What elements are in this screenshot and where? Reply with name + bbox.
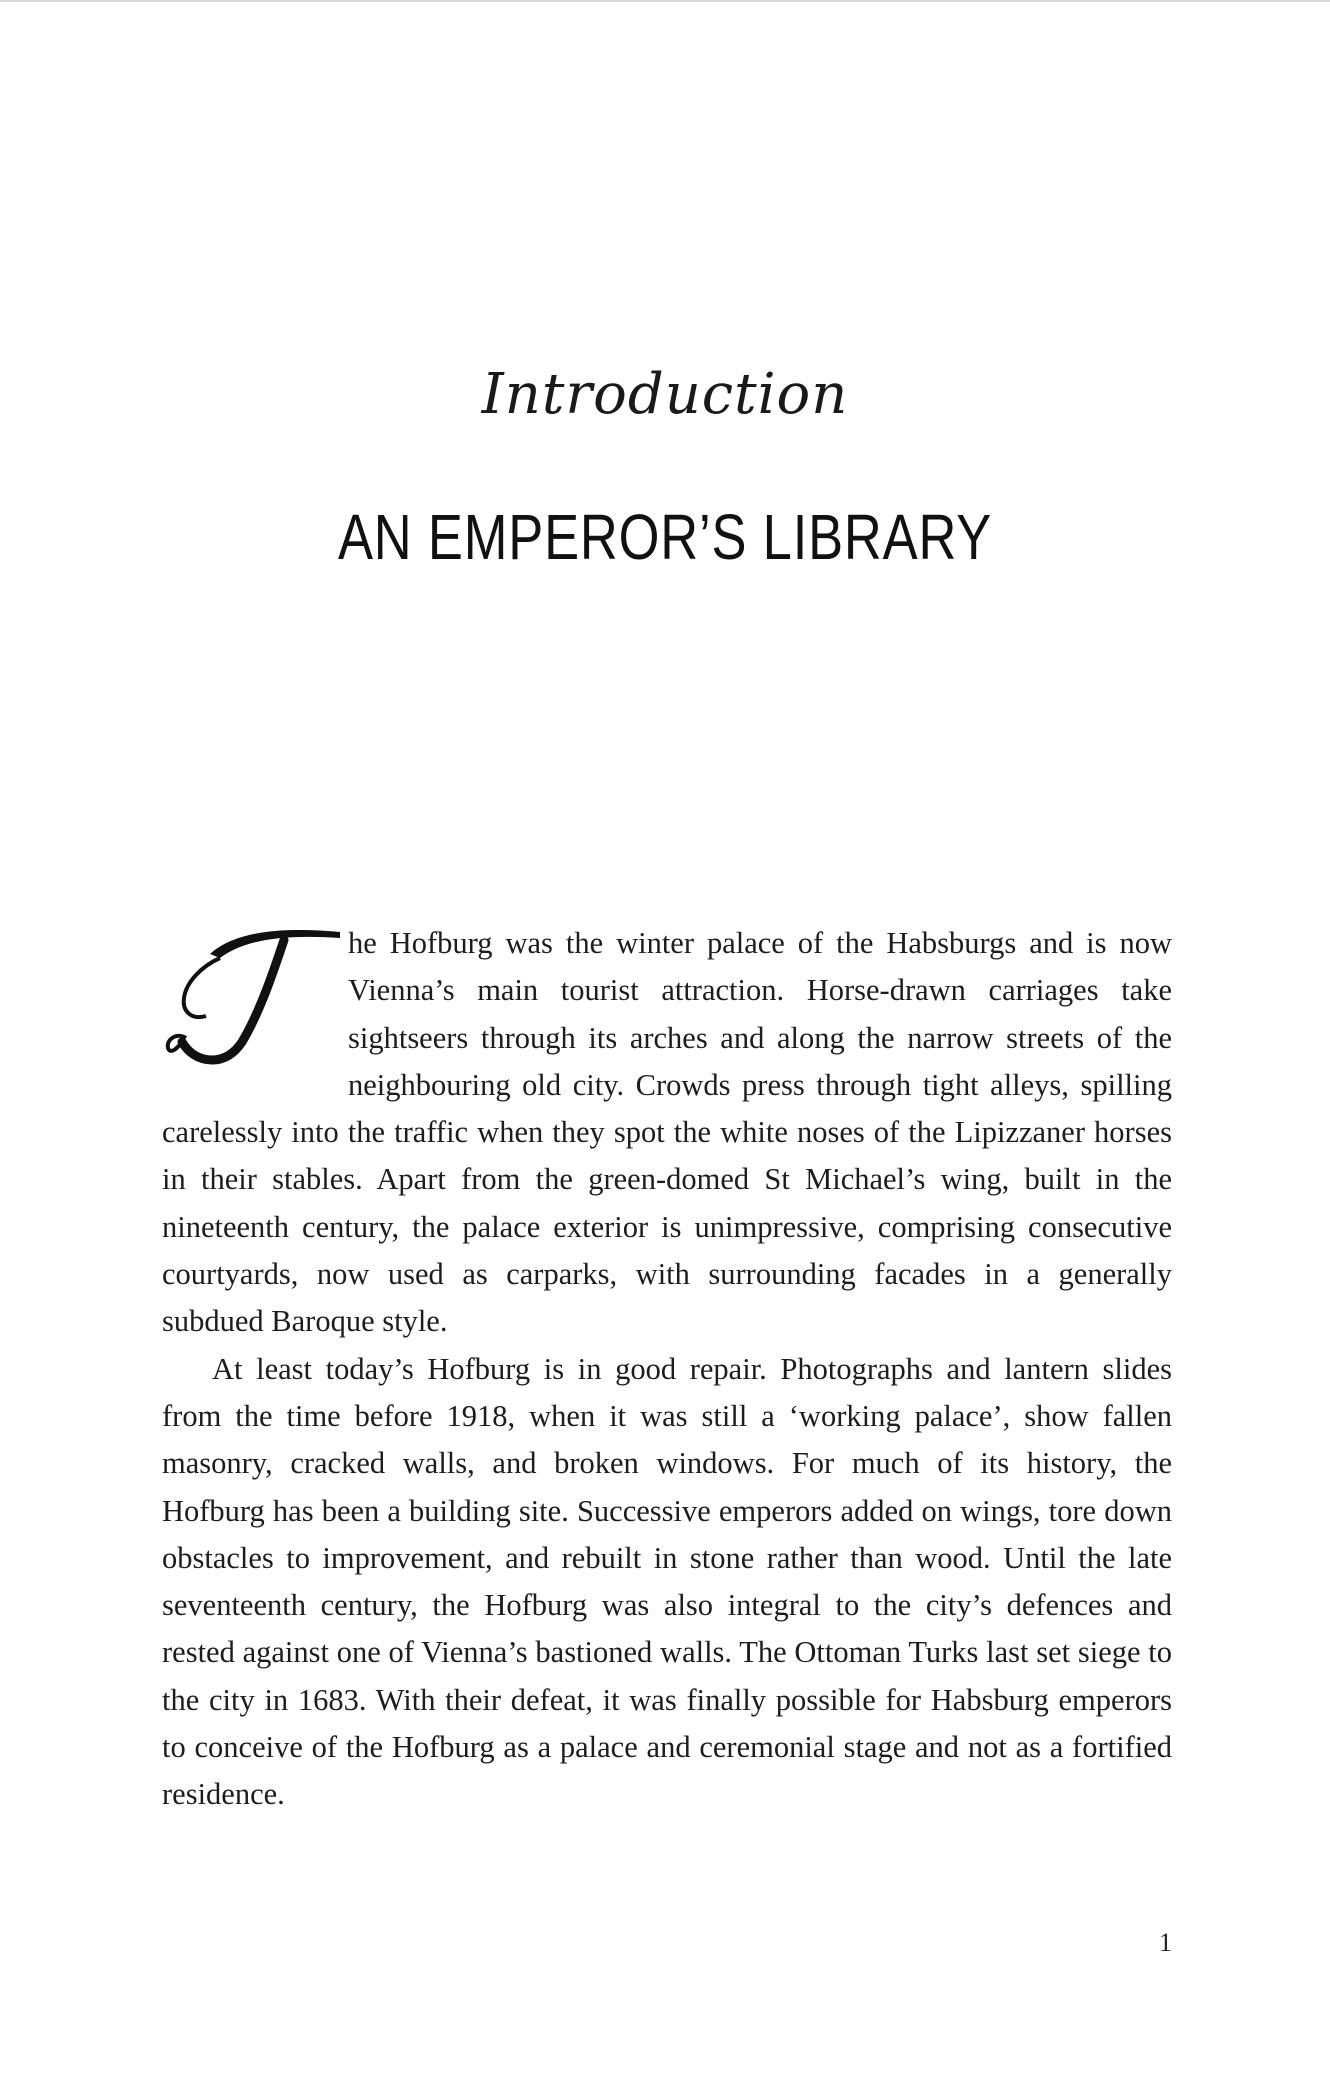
top-edge-rule bbox=[0, 0, 1330, 2]
paragraph-1 bbox=[162, 920, 1172, 1346]
paragraph-2: At least today’s Hofburg is in good repair. Photographs and lantern slides from the time before 1918, when it was still a ‘working palace’, show fallen masonry, cracked walls, and broken windows. For much of its history, the Hofburg has been a building site. Successive emperors added on wings, tore down obstacles to improvement, and rebuilt in stone rather than wood. Until the late seventeenth century, the Hofburg was also integral to the city’s defences and rested against one of Vienna’s bastioned walls. The Ottoman Turks last set siege to the city in 1683. With their defeat, it was finally possible for Habsburg emperors to conceive of the Hofburg as a palace and ceremonial stage and not as a fortified residence. bbox=[162, 1351, 1172, 1812]
body-text bbox=[162, 920, 1172, 1819]
drop-cap-glyph bbox=[162, 920, 342, 1068]
chapter-title: AN EMPEROR’S LIBRARY bbox=[337, 501, 993, 573]
page-number: 1 bbox=[1159, 1928, 1172, 1957]
paragraph-1-text: he Hofburg was the winter palace of the Habsburgs and is now Vienna’s main tourist attraction. Horse-drawn carriages take sightseers through its arches and along the narrow streets of the neighbouring old city. Crowds press through tight alleys, spilling carelessly into the traffic when they spot the white noses of the Lipizzaner horses in their stables. Apart from the green-domed St Michael’s wing, built in the nineteenth century, the palace exterior is unimpressive, comprising consecutive courtyards, now used as carparks, with surrounding facades in a generally subdued Baroque style. bbox=[162, 926, 1172, 1339]
drop-cap bbox=[162, 920, 342, 1068]
chapter-label: Introduction bbox=[481, 362, 849, 427]
